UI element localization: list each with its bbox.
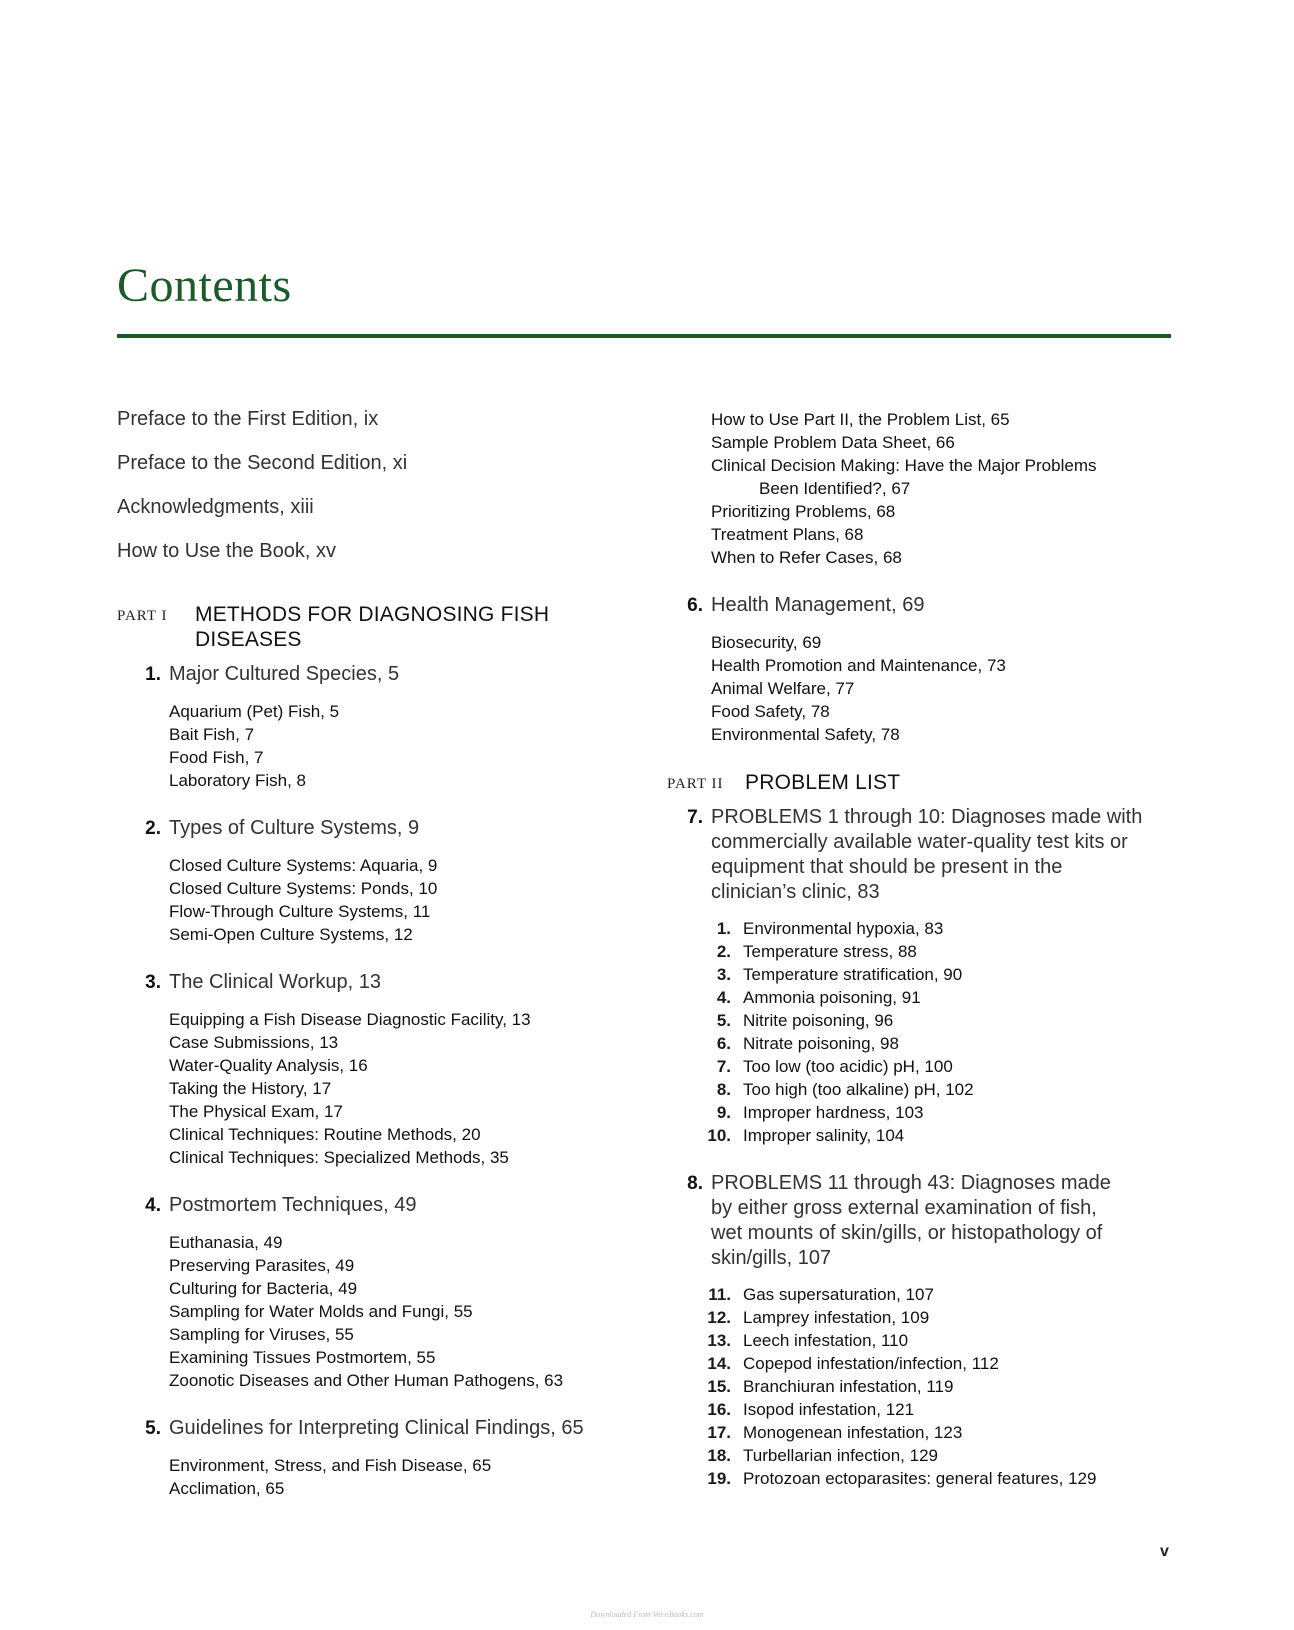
problem-item[interactable] [687, 1055, 1187, 1078]
problem-item[interactable] [687, 1009, 1187, 1032]
problem-text: Temperature stress, 88 [743, 942, 917, 961]
chapter-title[interactable]: Guidelines for Interpreting Clinical Findings, 65 [169, 1417, 584, 1439]
problem-number: 4. [716, 988, 731, 1007]
problem-number: 9. [716, 1103, 731, 1122]
problem-text: Nitrate poisoning, 98 [743, 1034, 899, 1053]
chapter-title[interactable]: The Clinical Workup, 13 [169, 971, 381, 993]
problem-number: 12. [707, 1308, 731, 1327]
chapter-number: 2. [145, 818, 161, 839]
problem-text: Improper hardness, 103 [743, 1103, 924, 1122]
chapter-number: 1. [145, 664, 161, 685]
chapter-entry[interactable] [667, 805, 1187, 905]
problem-item[interactable] [687, 1124, 1187, 1147]
problem-text: Branchiuran infestation, 119 [743, 1377, 954, 1396]
problem-number: 15. [707, 1377, 731, 1396]
section-list [169, 700, 677, 792]
problem-item[interactable] [687, 1329, 1187, 1352]
chapter-number: 5. [145, 1418, 161, 1439]
chapter-entry[interactable] [117, 970, 677, 996]
chapter-entry[interactable] [667, 593, 1187, 619]
section-item[interactable]: Environmental Safety, 78 [711, 725, 900, 744]
section-list-continued [711, 408, 1187, 569]
problem-text: Protozoan ectoparasites: general features, 129 [743, 1469, 1097, 1488]
problem-text: Lamprey infestation, 109 [743, 1308, 930, 1327]
problem-item[interactable] [687, 917, 1187, 940]
problem-text: Temperature stratification, 90 [743, 965, 963, 984]
front-matter-item[interactable]: Acknowledgments, xiii [117, 496, 314, 518]
section-item[interactable]: Zoonotic Diseases and Other Human Pathogens, 63 [169, 1371, 564, 1390]
section-item[interactable]: Treatment Plans, 68 [711, 525, 864, 544]
problem-number: 7. [716, 1057, 731, 1076]
section-item[interactable]: Health Promotion and Maintenance, 73 [711, 656, 1006, 675]
problem-item[interactable] [687, 1352, 1187, 1375]
section-item[interactable]: Laboratory Fish, 8 [169, 771, 307, 790]
section-item[interactable]: Sample Problem Data Sheet, 66 [711, 433, 955, 452]
chapter-title[interactable]: PROBLEMS 1 through 10: Diagnoses made with commercially available water-quality test kits or equipment that should be present in the clinician’s clinic, 83 [711, 806, 1143, 903]
chapter-title[interactable]: Major Cultured Species, 5 [169, 663, 400, 685]
part-heading [117, 602, 677, 652]
problem-text: Copepod infestation/infection, 112 [743, 1354, 999, 1373]
problem-item[interactable] [687, 1375, 1187, 1398]
problem-text: Environmental hypoxia, 83 [743, 919, 944, 938]
section-item[interactable]: Environment, Stress, and Fish Disease, 65 [169, 1456, 492, 1475]
section-list [169, 1008, 677, 1169]
front-matter-item[interactable]: Preface to the Second Edition, xi [117, 452, 408, 474]
problem-item[interactable] [687, 963, 1187, 986]
section-list [169, 854, 677, 946]
section-list [169, 1231, 677, 1392]
problem-number: 10. [707, 1126, 731, 1145]
section-item[interactable]: How to Use Part II, the Problem List, 65 [711, 410, 1010, 429]
problem-number: 18. [707, 1446, 731, 1465]
section-item[interactable]: Preserving Parasites, 49 [169, 1256, 355, 1275]
section-item[interactable]: Closed Culture Systems: Ponds, 10 [169, 879, 438, 898]
section-item[interactable]: Clinical Techniques: Routine Methods, 20 [169, 1125, 481, 1144]
chapter-number: 4. [145, 1195, 161, 1216]
section-item[interactable]: Culturing for Bacteria, 49 [169, 1279, 358, 1298]
chapter-title[interactable]: Postmortem Techniques, 49 [169, 1194, 417, 1216]
problem-number: 16. [707, 1400, 731, 1419]
title-rule [117, 334, 1171, 338]
problem-item[interactable] [687, 1421, 1187, 1444]
problem-item[interactable] [687, 1467, 1187, 1490]
section-item[interactable]: Closed Culture Systems: Aquaria, 9 [169, 856, 438, 875]
chapter-entry[interactable] [117, 816, 677, 842]
section-item[interactable]: Animal Welfare, 77 [711, 679, 855, 698]
chapter-number: 8. [687, 1173, 703, 1194]
chapter-number: 3. [145, 972, 161, 993]
section-item[interactable]: The Physical Exam, 17 [169, 1102, 343, 1121]
problem-text: Leech infestation, 110 [743, 1331, 909, 1350]
front-matter-item[interactable]: How to Use the Book, xv [117, 540, 336, 562]
problem-text: Isopod infestation, 121 [743, 1400, 915, 1419]
chapter-entry[interactable] [667, 1171, 1187, 1271]
section-item[interactable]: Acclimation, 65 [169, 1479, 285, 1498]
chapter-entry[interactable] [117, 1193, 677, 1219]
section-item[interactable]: Examining Tissues Postmortem, 55 [169, 1348, 436, 1367]
problem-text: Gas supersaturation, 107 [743, 1285, 934, 1304]
problem-item[interactable] [687, 1101, 1187, 1124]
page-title: Contents [117, 259, 292, 312]
footer-watermark: Downloaded From Vet-eBooks.com [590, 1610, 704, 1619]
problem-item[interactable] [687, 1078, 1187, 1101]
problem-text: Monogenean infestation, 123 [743, 1423, 963, 1442]
problem-number: 11. [708, 1285, 731, 1304]
section-list [169, 1454, 677, 1500]
problem-item[interactable] [687, 940, 1187, 963]
part-title: PROBLEM LIST [745, 771, 901, 794]
problem-number: 6. [716, 1034, 731, 1053]
section-item[interactable]: Biosecurity, 69 [711, 633, 822, 652]
section-item[interactable]: Food Fish, 7 [169, 748, 264, 767]
front-matter-item[interactable]: Preface to the First Edition, ix [117, 408, 379, 430]
section-item[interactable]: Sampling for Viruses, 55 [169, 1325, 354, 1344]
section-item[interactable]: When to Refer Cases, 68 [711, 548, 902, 567]
chapter-title[interactable]: Types of Culture Systems, 9 [169, 817, 420, 839]
part-label: PART I [117, 608, 168, 624]
problem-item[interactable] [687, 1398, 1187, 1421]
section-item[interactable]: Case Submissions, 13 [169, 1033, 339, 1052]
problem-number: 3. [716, 965, 731, 984]
part-heading [667, 770, 1187, 795]
chapter-entry[interactable] [117, 1416, 677, 1442]
section-item[interactable]: Euthanasia, 49 [169, 1233, 283, 1252]
section-item[interactable]: Food Safety, 78 [711, 702, 830, 721]
problem-list [687, 917, 1187, 1147]
problem-text: Too high (too alkaline) pH, 102 [743, 1080, 974, 1099]
problem-text: Nitrite poisoning, 96 [743, 1011, 894, 1030]
chapter-entry[interactable] [117, 662, 677, 688]
section-item[interactable]: Taking the History, 17 [169, 1079, 332, 1098]
section-list [711, 631, 1187, 746]
problem-number: 5. [716, 1011, 731, 1030]
part-label: PART II [667, 776, 724, 792]
problem-number: 17. [707, 1423, 731, 1442]
page-number: v [1160, 1543, 1169, 1560]
chapter-title[interactable]: Health Management, 69 [711, 594, 925, 616]
left-column [117, 408, 677, 1524]
section-item[interactable]: Clinical Techniques: Specialized Methods, 35 [169, 1148, 509, 1167]
problem-number: 1. [716, 919, 731, 938]
part-title: METHODS FOR DIAGNOSING FISH DISEASES [195, 603, 550, 651]
problem-item[interactable] [687, 1306, 1187, 1329]
section-item[interactable]: Aquarium (Pet) Fish, 5 [169, 702, 340, 721]
section-item[interactable]: Sampling for Water Molds and Fungi, 55 [169, 1302, 473, 1321]
problem-number: 13. [707, 1331, 731, 1350]
problem-number: 2. [716, 942, 731, 961]
problem-text: Turbellarian infection, 129 [743, 1446, 938, 1465]
problem-number: 14. [707, 1354, 731, 1373]
right-column [667, 408, 1187, 1514]
section-item[interactable]: Equipping a Fish Disease Diagnostic Facility, 13 [169, 1010, 531, 1029]
section-item[interactable]: Semi-Open Culture Systems, 12 [169, 925, 413, 944]
section-item[interactable]: Prioritizing Problems, 68 [711, 502, 896, 521]
problem-number: 19. [707, 1469, 731, 1488]
problem-item[interactable] [687, 1444, 1187, 1467]
section-item[interactable]: Been Identified?, 67 [759, 479, 911, 498]
section-item[interactable]: Water-Quality Analysis, 16 [169, 1056, 368, 1075]
problem-item[interactable] [687, 986, 1187, 1009]
section-item[interactable]: Flow-Through Culture Systems, 11 [169, 902, 431, 921]
chapter-number: 6. [687, 595, 703, 616]
chapter-number: 7. [687, 807, 703, 828]
problem-item[interactable] [687, 1032, 1187, 1055]
section-item[interactable]: Bait Fish, 7 [169, 725, 255, 744]
problem-text: Improper salinity, 104 [743, 1126, 905, 1145]
problem-text: Too low (too acidic) pH, 100 [743, 1057, 953, 1076]
problem-number: 8. [716, 1080, 731, 1099]
problem-text: Ammonia poisoning, 91 [743, 988, 921, 1007]
section-item[interactable]: Clinical Decision Making: Have the Major Problems [711, 456, 1097, 475]
chapter-title[interactable]: PROBLEMS 11 through 43: Diagnoses made by either gross external examination of fish, wet mounts of skin/gills, or histopathology of skin/gills, 107 [711, 1172, 1111, 1269]
front-matter-list [117, 408, 677, 562]
problem-list [687, 1283, 1187, 1490]
problem-item[interactable] [687, 1283, 1187, 1306]
